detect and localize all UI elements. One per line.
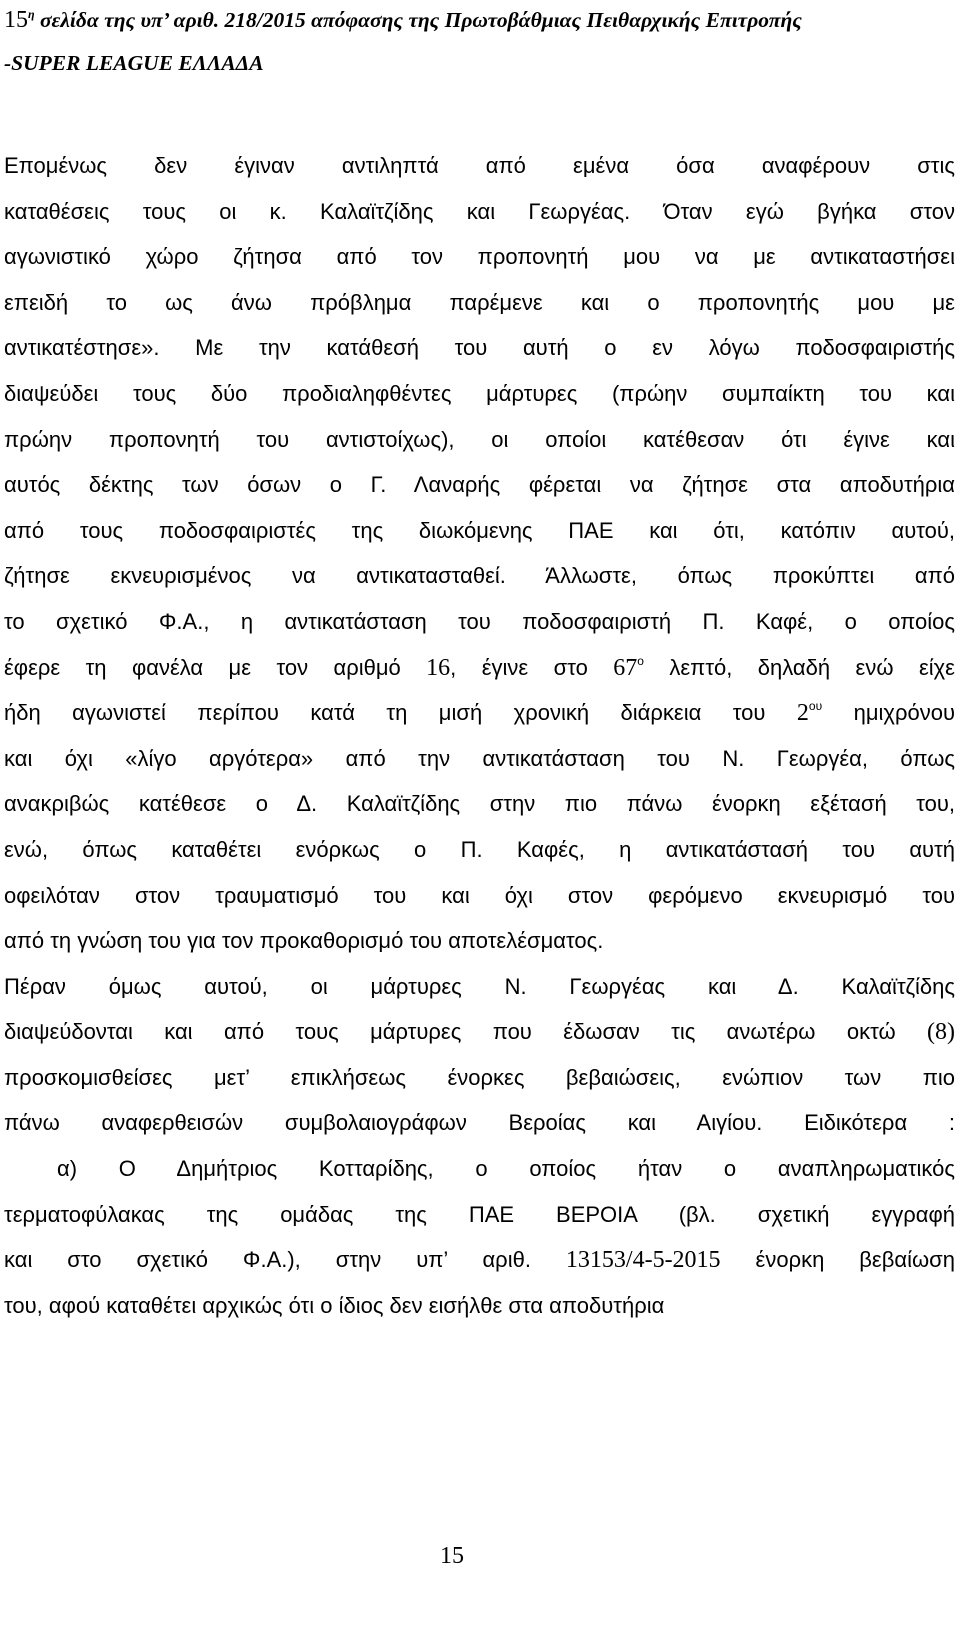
header-title: σελίδα της υπ’ αριθ. 218/2015 απόφασης της Πρωτοβάθμιας Πειθαρχικής Επιτροπής bbox=[34, 8, 802, 32]
text-line: από τη γνώση του για τον προκαθορισμό του αποτελέσματος. bbox=[4, 928, 604, 954]
text-line: ζήτησε εκνευρισμένος να αντικατασταθεί. Άλλωστε, όπως προκύπτει από bbox=[4, 563, 955, 589]
text-line: Επομένως δεν έγιναν αντιληπτά από εμένα όσα αναφέρουν στις bbox=[4, 153, 955, 178]
body-text bbox=[4, 143, 955, 1328]
text-line: ανακριβώς κατέθεσε ο Δ. Καλαϊτζίδης στην πιο πάνω ένορκη εξέτασή του, bbox=[4, 791, 955, 817]
text-line: α) Ο Δημήτριος Κοτταρίδης, ο οποίος ήταν ο αναπληρωματικός bbox=[57, 1156, 955, 1182]
document-number: 13153/4-5-2015 bbox=[565, 1247, 721, 1274]
text-line: από τους ποδοσφαιριστές της διωκόμενης ΠΑΕ και ότι, κατόπιν αυτού, bbox=[4, 517, 955, 543]
number-67: 67 bbox=[613, 654, 638, 681]
text-fragment: ημιχρόνου bbox=[822, 700, 955, 726]
text-fragment: ένορκη βεβαίωση bbox=[720, 1247, 955, 1273]
text-line bbox=[4, 690, 955, 736]
text-line: του, αφού καταθέτει αρχικώς ότι ο ίδιος δεν εισήλθε στα αποδυτήρια bbox=[4, 1292, 665, 1318]
text-line: πάνω αναφερθεισών συμβολαιογράφων Βεροίας και Αιγίου. Ειδικότερα : bbox=[4, 1110, 955, 1136]
text-line: Πέραν όμως αυτού, οι μάρτυρες Ν. Γεωργέας και Δ. Καλαϊτζίδης bbox=[4, 973, 955, 999]
ordinal-suffix: ο bbox=[637, 653, 644, 668]
text-line: καταθέσεις τους οι κ. Καλαϊτζίδης και Γεωργέας. Όταν εγώ βγήκα στον bbox=[4, 198, 955, 224]
text-line: αντικατέστησε». Με την κατάθεσή του αυτή ο εν λόγω ποδοσφαιριστής bbox=[4, 335, 955, 361]
text-line: και όχι «λίγο αργότερα» από την αντικατάσταση του Ν. Γεωργέα, όπως bbox=[4, 745, 955, 771]
header-line-1 bbox=[4, 0, 802, 44]
header-page-number-suffix: η bbox=[28, 7, 35, 21]
text-line: πρώην προπονητή του αντιστοίχως), οι οποίοι κατέθεσαν ότι έγινε και bbox=[4, 426, 955, 452]
text-line: οφειλόταν στον τραυματισμό του και όχι στον φερόμενο εκνευρισμό του bbox=[4, 882, 955, 908]
text-fragment: , έγινε στο bbox=[450, 654, 614, 680]
text-line: τερματοφύλακας της ομάδας της ΠΑΕ ΒΕΡΟΙΑ (βλ. σχετική εγγραφή bbox=[4, 1201, 955, 1227]
text-line bbox=[4, 645, 955, 691]
ordinal-suffix: ου bbox=[808, 699, 823, 714]
text-fragment: λεπτό, δηλαδή ενώ είχε bbox=[643, 654, 955, 680]
text-line: επειδή το ως άνω πρόβλημα παρέμενε και ο προπονητής μου με bbox=[4, 289, 955, 315]
text-line bbox=[4, 1237, 955, 1283]
text-line: διαψεύδει τους δύο προδιαληφθέντες μάρτυρες (πρώην συμπαίκτη του και bbox=[4, 380, 955, 406]
number-16: 16 bbox=[426, 654, 451, 681]
text-line: αυτός δέκτης των όσων ο Γ. Λαναρής φέρεται να ζήτησε στα αποδυτήρια bbox=[4, 472, 955, 498]
text-fragment: ήδη αγωνιστεί περίπου κατά τη μισή χρονική διάρκεια του bbox=[4, 700, 797, 726]
text-fragment: διαψεύδονται και από τους μάρτυρες που έδωσαν τις ανωτέρω οκτώ bbox=[4, 1019, 928, 1045]
text-line: ενώ, όπως καταθέτει ενόρκως ο Π. Καφές, η αντικατάστασή του αυτή bbox=[4, 836, 955, 862]
text-line: προσκομισθείσες μετ’ επικλήσεως ένορκες βεβαιώσεις, ενώπιον των πιο bbox=[4, 1064, 955, 1090]
header-page-number: 15 bbox=[4, 7, 28, 33]
page-footer-number: 15 bbox=[440, 1543, 464, 1569]
number-8: (8) bbox=[927, 1019, 955, 1046]
text-fragment: και στο σχετικό Φ.Α.), στην υπ’ αριθ. bbox=[4, 1247, 566, 1273]
text-line: το σχετικό Φ.Α., η αντικατάσταση του ποδοσφαιριστή Π. Καφέ, ο οποίος bbox=[4, 608, 955, 634]
text-line bbox=[4, 1009, 955, 1055]
number-2: 2 bbox=[796, 700, 809, 727]
header-line-2: -SUPER LEAGUE ΕΛΛΑΔΑ bbox=[4, 51, 264, 75]
text-line: αγωνιστικό χώρο ζήτησα από τον προπονητή μου να με αντικαταστήσει bbox=[4, 244, 955, 270]
text-fragment: έφερε τη φανέλα με τον αριθμό bbox=[4, 654, 427, 680]
